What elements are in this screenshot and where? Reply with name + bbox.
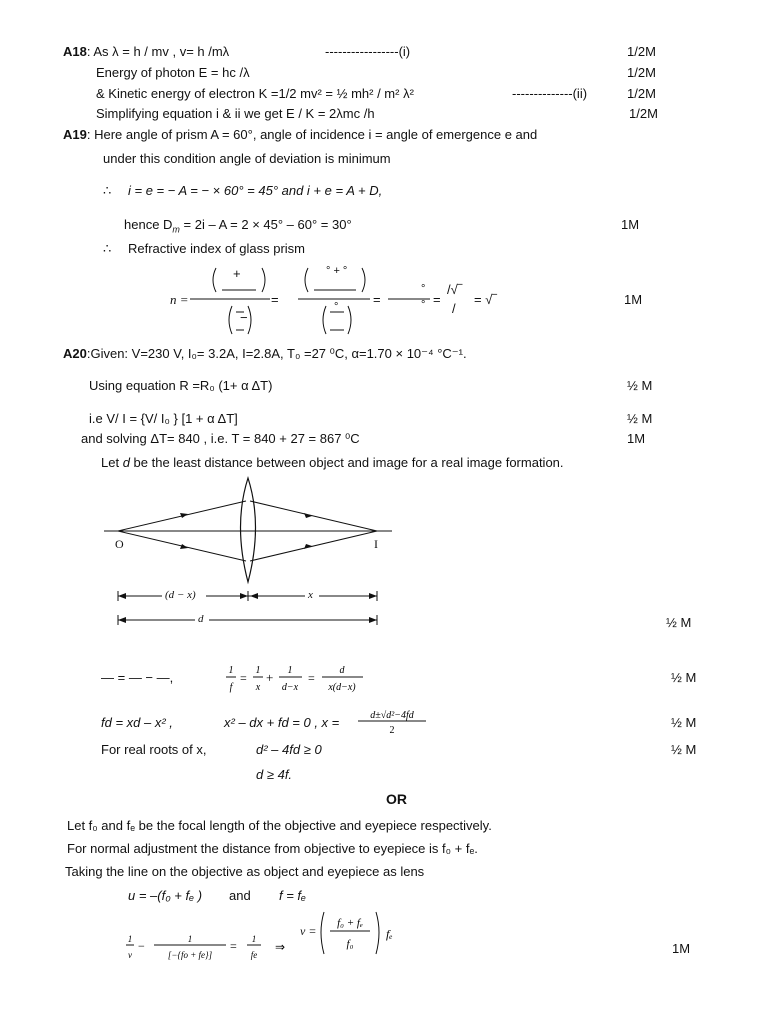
eq-minus-1: − bbox=[240, 310, 248, 325]
eq-root-tail: = √‾ bbox=[474, 292, 497, 307]
alt-f-eq: f = fₑ bbox=[279, 888, 307, 903]
a19-line1 bbox=[63, 127, 537, 142]
svg-text:−: − bbox=[138, 939, 145, 953]
eq-plus: + bbox=[233, 266, 241, 281]
label-d-minus-x: (d − x) bbox=[165, 589, 196, 601]
lens-ray-diagram bbox=[100, 470, 400, 630]
let-d-post: be the least distance between object and image for a real image formation. bbox=[129, 455, 564, 470]
svg-text:d−x: d−x bbox=[281, 682, 299, 693]
alt-u-eq: u = –(f₀ + fₑ ) bbox=[128, 888, 203, 903]
roots-final: d ≥ 4f. bbox=[256, 767, 293, 782]
v-formula bbox=[318, 908, 404, 958]
therefore-symbol-2: ∴ bbox=[103, 241, 112, 256]
svg-text:1: 1 bbox=[251, 934, 257, 944]
a20-label: A20 bbox=[63, 346, 87, 361]
svg-text:fₑ: fₑ bbox=[386, 927, 393, 941]
alt-line2: For normal adjustment the distance from objective to eyepiece is f₀ + fₑ. bbox=[67, 841, 478, 856]
svg-text:=: = bbox=[308, 671, 315, 685]
a19-line2: under this condition angle of deviation is minimum bbox=[103, 151, 391, 166]
a18-line3: & Kinetic energy of electron K =1/2 mv² = ½ mh² / m² λ² bbox=[96, 86, 414, 101]
a18-label: A18 bbox=[63, 44, 87, 59]
svg-text:1: 1 bbox=[187, 934, 193, 944]
label-d: d bbox=[198, 613, 204, 625]
svg-text:x(d−x): x(d−x) bbox=[328, 682, 356, 693]
a20-given-text: :Given: V=230 V, I₀= 3.2A, I=2.8A, T₀ =27 ⁰C, α=1.70 × 10⁻⁴ °C⁻¹. bbox=[86, 346, 467, 361]
therefore-symbol-1: ∴ bbox=[103, 183, 112, 198]
a18-line4: Simplifying equation i & ii we get E / K = 2λmc /h bbox=[96, 106, 375, 121]
fd-mark: ½ M bbox=[671, 715, 697, 730]
svg-text:[−{fo + fe}]: [−{fo + fe}] bbox=[167, 950, 213, 960]
a20-mark-1: ½ M bbox=[627, 378, 653, 393]
eq-equals-3: = bbox=[433, 292, 441, 307]
lens-eq-mark: ½ M bbox=[671, 670, 697, 685]
quadratic-root-formula bbox=[356, 706, 428, 736]
a19-line3: i = e = − A = − × 60° = 45° and i + e = A + D, bbox=[128, 183, 383, 198]
eq-degree-plus: ° + ° bbox=[326, 265, 348, 277]
svg-text:1: 1 bbox=[287, 665, 293, 676]
a18-mark-3: 1/2M bbox=[627, 86, 656, 101]
label-object-o: O bbox=[115, 537, 124, 551]
fd-left: fd = xd – x² , bbox=[101, 715, 173, 730]
a19-line5: Refractive index of glass prism bbox=[128, 241, 306, 256]
a19-dm-sub: m bbox=[172, 224, 180, 235]
alt-line3: Taking the line on the objective as object and eyepiece as lens bbox=[65, 864, 425, 879]
label-x: x bbox=[308, 589, 313, 601]
svg-text:=: = bbox=[230, 939, 237, 953]
a18-line2: Energy of photon E = hc /λ bbox=[96, 65, 250, 80]
svg-text:d: d bbox=[339, 665, 345, 676]
svg-text:f₀: f₀ bbox=[346, 938, 354, 950]
svg-text:f₀ + fₑ: f₀ + fₑ bbox=[337, 917, 363, 929]
eq-equals-1: = bbox=[271, 292, 279, 307]
eq-equals-2: = bbox=[373, 292, 381, 307]
a20-eq1: Using equation R =R₀ (1+ α ΔT) bbox=[89, 378, 273, 393]
a20-eq2: i.e V/ I = {V/ I₀ } [1 + α ΔT] bbox=[89, 411, 238, 426]
a19-mark-1: 1M bbox=[621, 217, 640, 232]
a20-given bbox=[63, 346, 467, 361]
a19-text1: : Here angle of prism A = 60°, angle of incidence i = angle of emergence e and bbox=[86, 127, 538, 142]
eq-degree-minus: ° bbox=[334, 301, 339, 313]
let-d-var: d bbox=[122, 455, 130, 470]
a20-mark-2: ½ M bbox=[627, 411, 653, 426]
let-d-pre: Let bbox=[101, 455, 123, 470]
ray-lower-refracted bbox=[250, 531, 377, 561]
svg-text:1: 1 bbox=[127, 934, 133, 944]
roots-label: For real roots of x, bbox=[101, 742, 207, 757]
a19-line4 bbox=[124, 217, 352, 238]
alt-v-eq: v = bbox=[300, 924, 317, 938]
svg-text:x: x bbox=[255, 682, 261, 693]
a20-eq3: and solving ΔT= 840 , i.e. T = 840 + 27 = 867 ⁰C bbox=[81, 431, 360, 446]
a18-mark-4: 1/2M bbox=[629, 106, 658, 121]
diagram-mark: ½ M bbox=[666, 615, 692, 630]
svg-text:1: 1 bbox=[228, 665, 234, 676]
a18-ref-ii: --------------(ii) bbox=[512, 86, 588, 101]
svg-text:+: + bbox=[266, 670, 274, 685]
svg-text:1: 1 bbox=[255, 665, 261, 676]
fd-mid: x² – dx + fd = 0 , x = bbox=[224, 715, 340, 730]
eq-root-num: /√‾ bbox=[447, 282, 463, 297]
a20-mark-3: 1M bbox=[627, 431, 646, 446]
roots-eq: d² – 4fd ≥ 0 bbox=[256, 742, 322, 757]
lens-eq-left: — = — − —, bbox=[101, 670, 174, 685]
a18-line1 bbox=[63, 44, 229, 59]
a19-dm: hence D bbox=[124, 217, 173, 232]
alt-line1: Let f₀ and fₑ be the focal length of the objective and eyepiece respectively. bbox=[67, 818, 492, 833]
svg-text:d±√d²−4fd: d±√d²−4fd bbox=[370, 710, 414, 721]
svg-text:fe: fe bbox=[250, 950, 258, 960]
objective-eyepiece-lens-eq bbox=[124, 930, 294, 964]
eq-degree-den: ° bbox=[421, 299, 426, 311]
a20-let-d bbox=[101, 455, 564, 470]
a19-dm-rest: = 2i – A = 2 × 45° – 60° = 30° bbox=[179, 217, 352, 232]
alt-final-mark: 1M bbox=[672, 941, 691, 956]
roots-mark: ½ M bbox=[671, 742, 697, 757]
arrow-1 bbox=[180, 513, 188, 518]
svg-text:f: f bbox=[229, 682, 233, 693]
or-heading: OR bbox=[386, 791, 407, 807]
a19-mark-2: 1M bbox=[624, 292, 643, 307]
arrow-2 bbox=[180, 544, 188, 549]
svg-text:⇒: ⇒ bbox=[275, 940, 286, 954]
svg-text:2: 2 bbox=[389, 725, 395, 736]
a18-mark-2: 1/2M bbox=[627, 65, 656, 80]
a18-mark-1: 1/2M bbox=[627, 44, 656, 59]
label-image-i: I bbox=[374, 537, 378, 551]
eq-n-label: n = bbox=[170, 292, 189, 307]
a18-ref-i: -----------------(i) bbox=[325, 44, 411, 59]
ray-upper-refracted bbox=[250, 501, 377, 531]
svg-text:=: = bbox=[240, 671, 247, 685]
eq-degree-num: ° bbox=[421, 283, 426, 295]
a19-label: A19 bbox=[63, 127, 87, 142]
alt-and: and bbox=[229, 888, 251, 903]
lens-formula bbox=[224, 662, 374, 696]
convex-lens bbox=[241, 478, 256, 582]
eq-slash: / bbox=[452, 301, 456, 316]
svg-text:v: v bbox=[128, 950, 132, 960]
a18-text1: : As λ = h / mv , v= h /mλ bbox=[86, 44, 230, 59]
